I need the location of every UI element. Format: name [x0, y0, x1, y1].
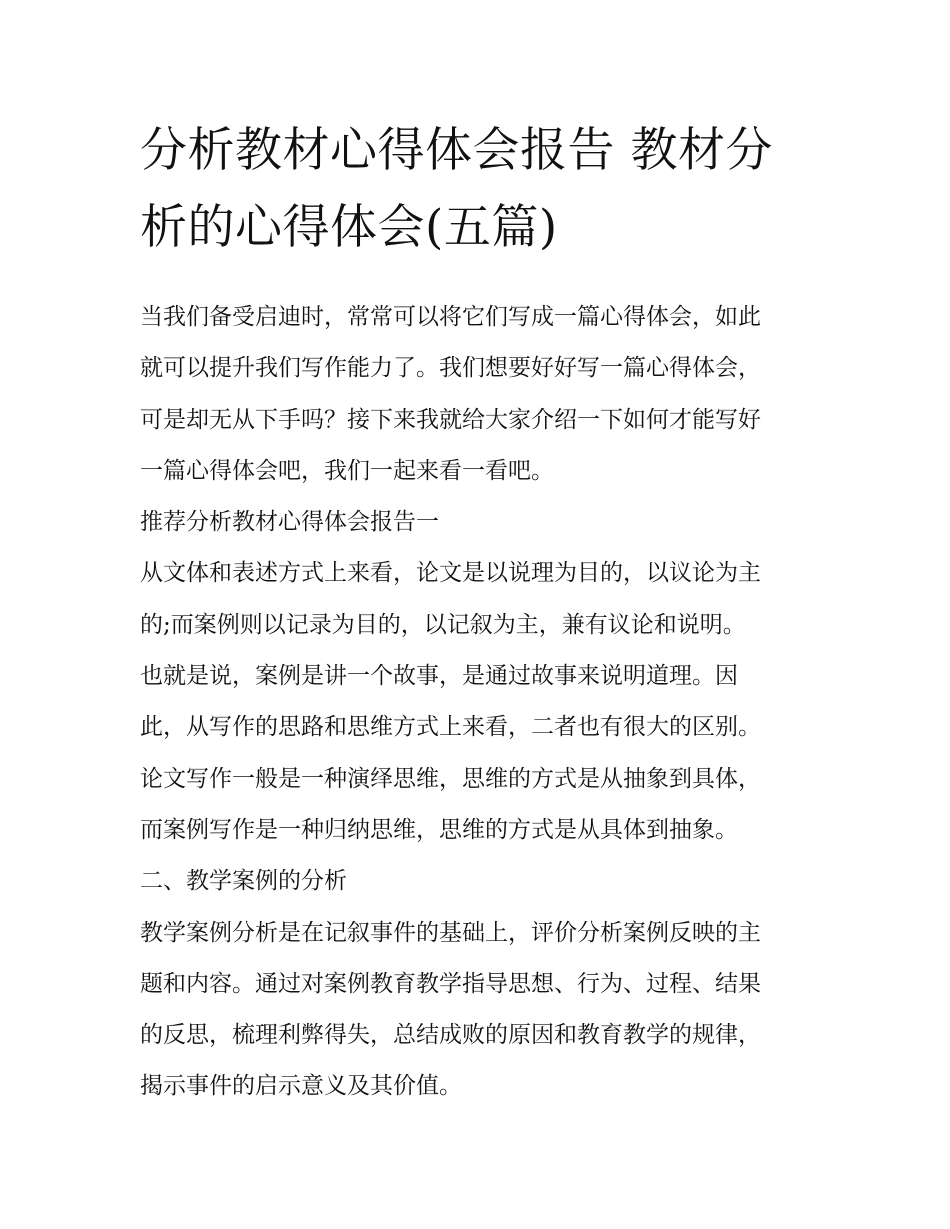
title-line: 析的心得体会(五篇) — [140, 200, 558, 255]
paragraph-line: 此，从写作的思路和思维方式上来看，二者也有很大的区别。 — [140, 714, 761, 741]
paragraph-line: 当我们备受启迪时，常常可以将它们写成一篇心得体会，如此 — [140, 304, 761, 330]
title-line: 分析教材心得体会报告 教材分 — [140, 123, 773, 178]
section-heading: 二、教学案例的分析 — [140, 868, 347, 895]
document-body — [140, 292, 816, 1113]
paragraph-line: 一篇心得体会吧，我们一起来看一看吧。 — [140, 457, 554, 484]
paragraph-line: 可是却无从下手吗？接下来我就给大家介绍一下如何才能写好 — [140, 406, 761, 433]
paragraph-line: 教学案例分析是在记叙事件的基础上，评价分析案例反映的主 — [140, 919, 761, 946]
paragraph-line: 从文体和表述方式上来看，论文是以说理为目的，以议论为主 — [140, 560, 761, 587]
paragraph-line: 题和内容。通过对案例教育教学指导思想、行为、过程、结果 — [140, 970, 761, 997]
paragraph-line: 的;而案例则以记录为目的，以记叙为主，兼有议论和说明。 — [140, 611, 746, 638]
paragraph-line: 也就是说，案例是讲一个故事，是通过故事来说明道理。因 — [140, 663, 738, 690]
paragraph-line: 揭示事件的启示意义及其价值。 — [140, 1073, 462, 1100]
paragraph-line: 论文写作一般是一种演绎思维，思维的方式是从抽象到具体， — [140, 765, 761, 792]
paragraph-line: 的反思，梳理利弊得失，总结成败的原因和教育教学的规律， — [140, 1022, 761, 1049]
paragraph-line: 而案例写作是一种归纳思维，思维的方式是从具体到抽象。 — [140, 816, 738, 843]
document-title — [140, 112, 816, 266]
document-content — [140, 112, 816, 1113]
section-heading: 推荐分析教材心得体会报告一 — [140, 509, 439, 536]
paragraph-line: 就可以提升我们写作能力了。我们想要好好写一篇心得体会， — [140, 355, 761, 382]
